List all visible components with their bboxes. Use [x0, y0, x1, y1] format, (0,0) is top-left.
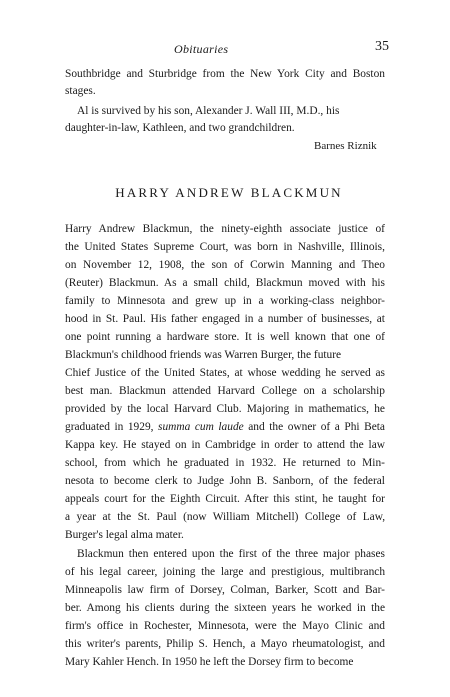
italic-phrase: summa cum laude — [158, 421, 244, 433]
text-span: graduated in 1929, — [65, 421, 159, 433]
text-line: Blackmun's childhood friends was Warren Burger, the future — [65, 349, 342, 361]
text-line: Kappa key. He stayed on in Cambridge in order to attend the law — [65, 439, 386, 451]
text-line: Chief Justice of the United States, at whose wedding he served as — [65, 367, 385, 379]
text-line: stages. — [65, 85, 96, 97]
author-signature: Barnes Riznik — [314, 140, 377, 152]
text-span: and the owner of a Phi Beta — [243, 421, 385, 433]
section-title: HARRY ANDREW BLACKMUN — [115, 185, 343, 200]
text-line: (Reuter) Blackmun. As a small child, Blackmun moved with his — [65, 277, 385, 289]
text-line: the United States Supreme Court, was born in Nashville, Illinois, — [65, 241, 385, 253]
text-line: Southbridge and Sturbridge from the New York City and Boston — [65, 68, 385, 80]
text-line: daughter-in-law, Kathleen, and two grandchildren. — [65, 122, 295, 134]
text-line: school, from which he graduated in 1932. He returned to Min- — [65, 457, 385, 469]
text-line: nesota to become clerk to Judge John B. Sanborn, of the federal — [65, 475, 385, 487]
text-line: this writer's parents, Philip S. Hench, a Mayo rheumatologist, and — [65, 638, 385, 650]
text-line: hood in St. Paul. His father engaged in a number of businesses, at — [65, 313, 385, 325]
text-line: provided by the local Harvard Club. Majoring in mathematics, he — [65, 403, 385, 415]
text-line: of his legal career, joining the large and prestigious, multibranch — [65, 566, 386, 578]
page-number: 35 — [375, 39, 389, 54]
text-line: firm's office in Rochester, Minnesota, were the Mayo Clinic and — [65, 620, 385, 632]
text-line: appeals court for the Eighth Circuit. After this stint, he taught for — [65, 493, 385, 505]
text-line: best man. Blackmun attended Harvard College on a scholarship — [65, 385, 385, 397]
text-line: Harry Andrew Blackmun, the ninety-eighth associate justice of — [65, 223, 385, 235]
text-line: family to Minnesota and grew up in a working-class neighbor- — [65, 295, 385, 307]
text-line: ber. Among his clients during the sixteen years he worked in the — [65, 602, 386, 614]
text-line: Blackmun then entered upon the first of the three major phases — [77, 548, 385, 560]
running-head: Obituaries — [174, 42, 229, 56]
text-line: Al is survived by his son, Alexander J. Wall III, M.D., his — [77, 105, 340, 117]
text-line-with-italic — [65, 422, 385, 433]
text-line: a year at the St. Paul (now William Mitchell) College of Law, — [65, 511, 386, 523]
text-line: Burger's legal alma mater. — [65, 529, 184, 541]
text-line: Minneapolis law firm of Dorsey, Colman, Barker, Scott and Bar- — [65, 584, 385, 596]
text-line: one point running a hardware store. It is well known that one of — [65, 331, 385, 343]
text-line: Mary Kahler Hench. In 1950 he left the Dorsey firm to become — [65, 656, 354, 668]
text-line: on November 12, 1908, the son of Corwin Manning and Theo — [65, 259, 385, 271]
